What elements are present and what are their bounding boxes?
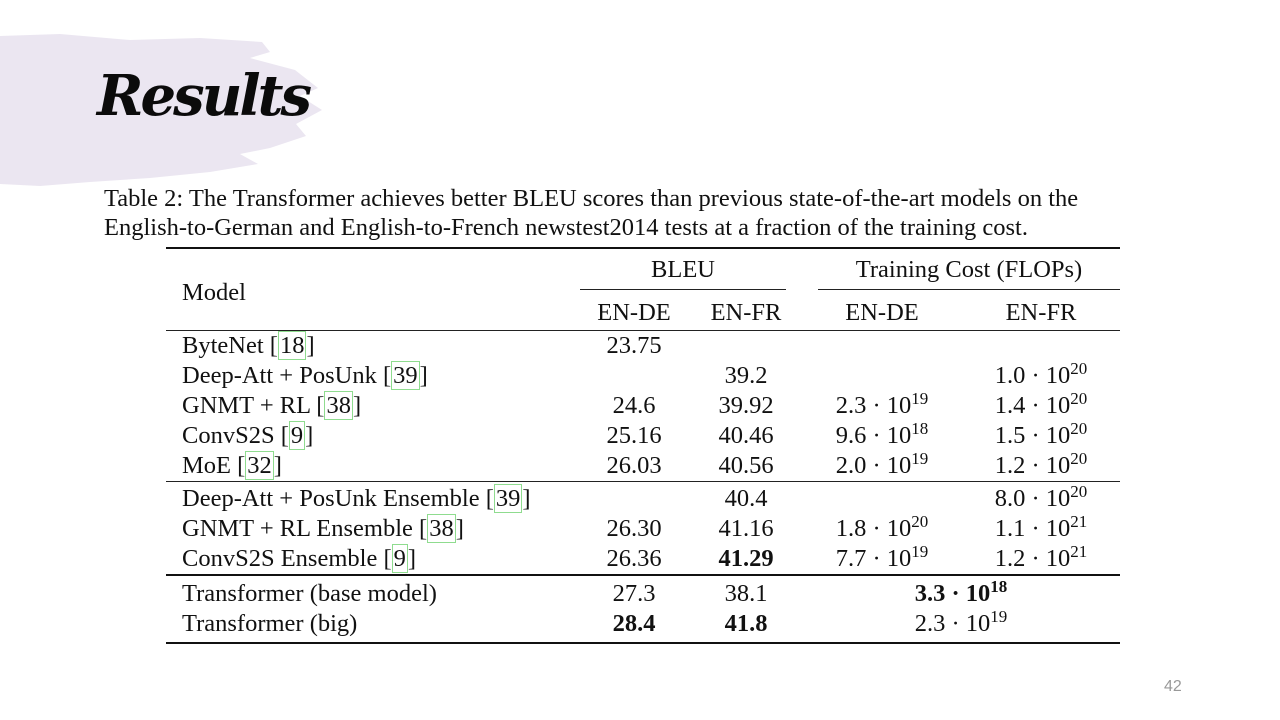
header-training-cost [802, 248, 1120, 294]
cost-exponent: 20 [1070, 359, 1088, 378]
table-row [166, 361, 1120, 391]
citation-link[interactable]: 32 [247, 452, 272, 479]
model-name-cell [166, 451, 578, 482]
table-row [166, 482, 1120, 515]
cost-mantissa: 9.6 · 10 [835, 422, 912, 449]
citation-link[interactable]: 9 [393, 545, 406, 572]
table-row [166, 575, 1120, 609]
bleu-en-fr: 39.2 [724, 362, 768, 389]
model-name: Deep-Att + PosUnk [182, 362, 383, 389]
citation-open: [ [485, 485, 494, 512]
header-bleu [578, 248, 802, 294]
cost-en-fr [962, 361, 1120, 391]
citation-close: ] [419, 362, 428, 389]
cost-en-de [802, 544, 962, 575]
cost-mantissa: 1.2 · 10 [994, 452, 1071, 479]
citation-link[interactable]: 9 [290, 422, 304, 449]
bleu-en-fr: 41.16 [718, 515, 774, 542]
citation-close: ] [273, 452, 282, 479]
cost-en-fr [962, 391, 1120, 421]
model-name-cell [166, 331, 578, 362]
cost-en-de [802, 482, 962, 515]
cost-mantissa: 2.0 · 10 [835, 452, 912, 479]
bleu-en-de [578, 482, 690, 515]
cost-en-de [802, 514, 962, 544]
bleu-en-de: 25.16 [606, 422, 662, 449]
citation-close: ] [455, 515, 464, 542]
cost-exponent: 20 [911, 512, 929, 531]
header-row-groups [166, 248, 1120, 294]
model-name: ConvS2S [182, 422, 281, 449]
cost-en-fr [962, 482, 1120, 515]
training-cost [802, 575, 1120, 609]
cost-mantissa: 1.2 · 10 [994, 545, 1071, 572]
bleu-en-de [578, 361, 690, 391]
slide-title: Results [97, 63, 310, 129]
cost-en-fr [962, 544, 1120, 575]
cost-mantissa: 1.5 · 10 [994, 422, 1071, 449]
cost-exponent: 20 [1070, 389, 1088, 408]
citation-close: ] [306, 332, 315, 359]
bleu-en-de: 26.03 [606, 452, 662, 479]
cost-mantissa: 8.0 · 10 [994, 485, 1071, 512]
citation-open: [ [383, 545, 392, 572]
citation-link[interactable]: 38 [429, 515, 454, 542]
citation-link[interactable]: 39 [495, 485, 521, 512]
citation-close: ] [522, 485, 531, 512]
bleu-en-fr: 39.92 [718, 392, 774, 419]
bleu-en-fr: 40.4 [690, 482, 802, 515]
cost-exponent: 18 [990, 577, 1008, 596]
bleu-en-fr: 40.56 [718, 452, 774, 479]
cost-en-de [802, 451, 962, 482]
cost-exponent: 21 [1070, 512, 1088, 531]
citation-link[interactable]: 39 [393, 362, 418, 389]
citation-close: ] [305, 422, 314, 449]
table-caption [104, 184, 1214, 242]
cost-en-fr [962, 421, 1120, 451]
table-row [166, 514, 1120, 544]
cost-exponent: 21 [1070, 542, 1088, 561]
model-name: Transformer (base model) [166, 575, 578, 609]
citation-link[interactable]: 38 [326, 392, 351, 419]
citation-open: [ [382, 362, 392, 389]
model-name-cell [166, 482, 578, 515]
model-name-cell [166, 361, 578, 391]
cost-exponent: 19 [911, 542, 929, 561]
table-row [166, 451, 1120, 482]
cost-en-de [802, 421, 962, 451]
cost-exponent: 20 [1070, 449, 1088, 468]
model-name: GNMT + RL [182, 392, 317, 419]
results-table [166, 247, 1120, 644]
bleu-en-fr: 41.29 [718, 545, 774, 572]
bleu-en-de: 23.75 [606, 332, 662, 359]
model-name: Deep-Att + PosUnk Ensemble [182, 485, 486, 512]
cost-en-de [802, 331, 962, 362]
citation-close: ] [407, 545, 417, 572]
cost-mantissa: 1.4 · 10 [994, 392, 1071, 419]
bleu-en-fr [690, 331, 802, 362]
header-cost-en-fr: EN-FR [962, 294, 1120, 331]
bleu-en-fr: 40.46 [718, 422, 774, 449]
bleu-en-de: 26.30 [606, 515, 662, 542]
citation-link[interactable]: 18 [279, 332, 305, 359]
cost-en-fr [962, 331, 1120, 362]
cost-mantissa: 2.3 · 10 [835, 392, 912, 419]
caption-line-1: Table 2: The Transformer achieves better BLEU scores than previous state-of-the-art models on the [104, 185, 1079, 212]
model-name: ByteNet [182, 332, 270, 359]
model-name-cell [166, 391, 578, 421]
cost-en-fr [962, 514, 1120, 544]
cost-mantissa: 1.8 · 10 [835, 515, 912, 542]
bleu-en-de: 26.36 [606, 545, 662, 572]
cost-en-de [802, 361, 962, 391]
header-model: Model [166, 248, 578, 331]
cost-mantissa: 7.7 · 10 [835, 545, 912, 572]
bleu-en-fr: 41.8 [690, 609, 802, 643]
caption-line-2: English-to-German and English-to-French newstest2014 tests at a fraction of the training cost. [104, 214, 1028, 241]
cost-mantissa: 2.3 · 10 [914, 610, 991, 637]
citation-open: [ [237, 452, 246, 479]
header-bleu-en-fr: EN-FR [690, 294, 802, 331]
citation-open: [ [269, 332, 278, 359]
citation-open: [ [419, 515, 428, 542]
cost-en-fr [962, 451, 1120, 482]
header-bleu-label: BLEU [580, 255, 786, 290]
model-name: MoE [182, 452, 238, 479]
cost-exponent: 20 [1070, 482, 1088, 501]
cost-exponent: 20 [1070, 419, 1088, 438]
citation-open: [ [316, 392, 325, 419]
model-name-cell [166, 514, 578, 544]
bleu-en-fr: 38.1 [690, 575, 802, 609]
cost-exponent: 18 [911, 419, 929, 438]
header-cost-en-de: EN-DE [802, 294, 962, 331]
cost-exponent: 19 [911, 389, 929, 408]
cost-exponent: 19 [990, 607, 1008, 626]
table-row [166, 391, 1120, 421]
table-row [166, 609, 1120, 643]
cost-exponent: 19 [911, 449, 929, 468]
model-name: Transformer (big) [166, 609, 578, 643]
header-bleu-en-de: EN-DE [578, 294, 690, 331]
bleu-en-de: 24.6 [612, 392, 656, 419]
table-row [166, 421, 1120, 451]
model-name: GNMT + RL Ensemble [182, 515, 420, 542]
bleu-en-de: 27.3 [578, 575, 690, 609]
training-cost [802, 609, 1120, 643]
citation-close: ] [352, 392, 362, 419]
table-row [166, 544, 1120, 575]
model-name: ConvS2S Ensemble [182, 545, 384, 572]
model-name-cell [166, 544, 578, 575]
cost-en-de [802, 391, 962, 421]
results-table-container [166, 247, 1120, 644]
bleu-en-de: 28.4 [578, 609, 690, 643]
header-cost-label: Training Cost (FLOPs) [818, 255, 1120, 290]
cost-mantissa: 1.0 · 10 [994, 362, 1071, 389]
model-name-cell [166, 421, 578, 451]
cost-mantissa: 3.3 · 10 [914, 580, 991, 607]
citation-open: [ [280, 422, 289, 449]
cost-mantissa: 1.1 · 10 [994, 515, 1071, 542]
table-row [166, 331, 1120, 362]
page-number: 42 [1164, 678, 1182, 695]
